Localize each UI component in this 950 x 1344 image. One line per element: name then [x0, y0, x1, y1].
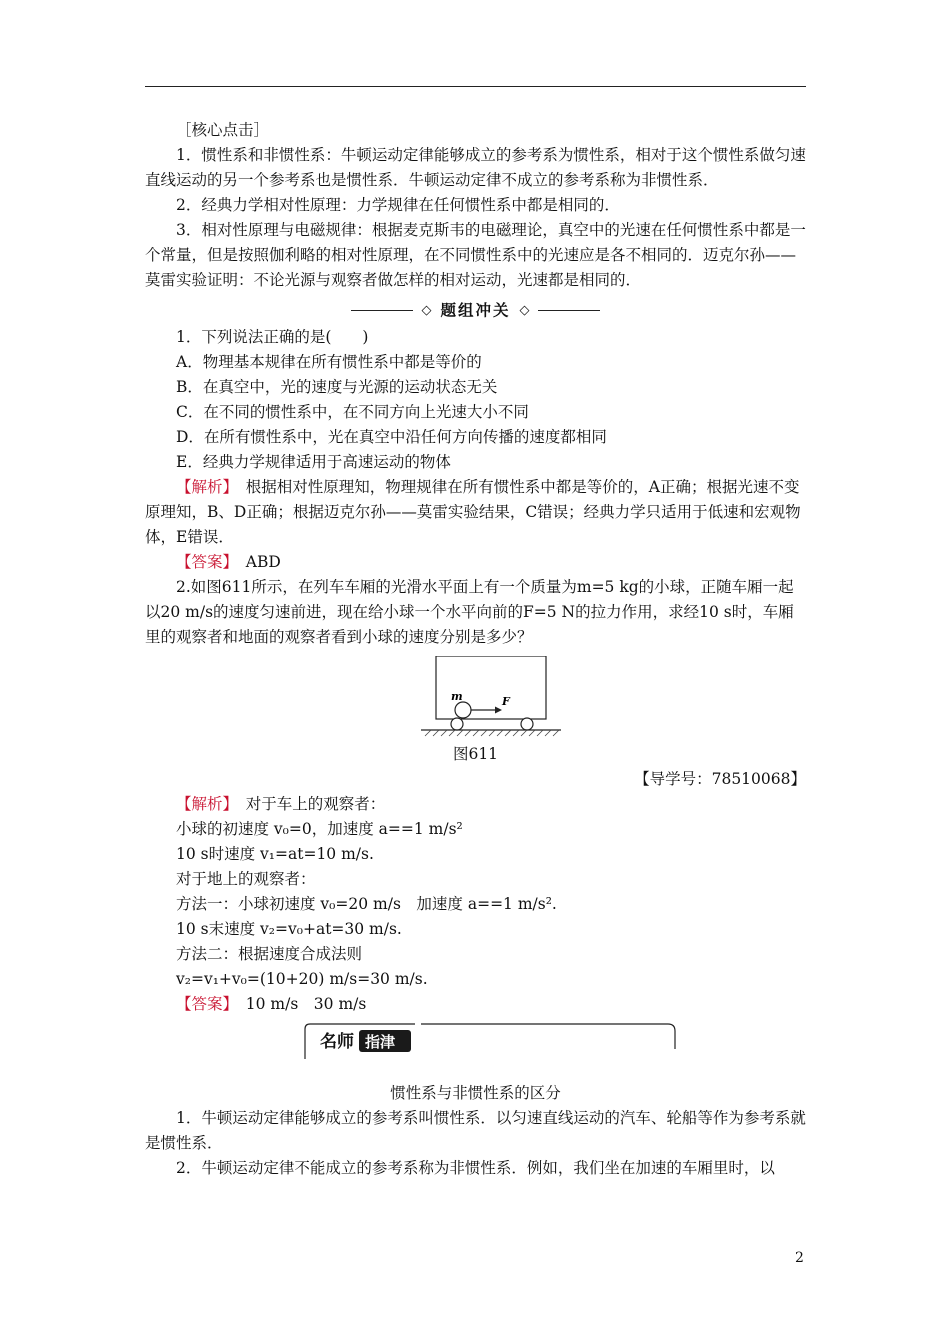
calc-line: 对于地上的观察者： — [176, 870, 316, 888]
figure-caption: 图611 — [452, 745, 499, 763]
tips-title: 惯性系与非惯性系的区分 — [390, 1084, 561, 1102]
mass-label: m — [451, 690, 463, 703]
guide-number: 【导学号：78510068】 — [634, 770, 806, 788]
calc-line: 10 s时速度 v₁=at=10 m/s. — [176, 845, 374, 863]
calc-line: 方法一：小球初速度 v₀=20 m/s 加速度 a==1 m/s². — [176, 895, 557, 913]
mingshi-banner — [145, 1021, 806, 1063]
force-arrowhead — [495, 707, 502, 714]
force-label: F — [502, 695, 510, 708]
page-content — [145, 118, 806, 1181]
question-1-option-a: A．物理基本规律在所有惯性系中都是等价的 — [176, 353, 482, 371]
core-point-2: 2．经典力学相对性原理：力学规律在任何惯性系中都是相同的． — [176, 196, 620, 214]
question-2-analysis-head — [145, 792, 806, 817]
mingshi-frame-right — [421, 1024, 675, 1049]
banner-rule-left — [351, 310, 413, 311]
answer-label: 【答案】 — [176, 553, 231, 571]
diamond-icon: ◇ — [519, 302, 530, 318]
analysis-text: 对于车上的观察者： — [230, 795, 386, 813]
question-2-stem: 2.如图611所示，在列车车厢的光滑水平面上有一个质量为m=5 kg的小球，正随车厢一起以20 m/s的速度匀速前进，现在给小球一个水平向前的F=5 N的拉力作用，求经10 s时，车厢里的观察者和地面的观察者看到小球的速度分别是多少？ — [145, 578, 794, 646]
calc-line: 方法二：根据速度合成法则 — [176, 945, 363, 963]
section-banner — [145, 297, 806, 322]
banner-title: 题组冲关 — [440, 300, 511, 320]
core-point-3: 3．相对性原理与电磁规律：根据麦克斯韦的电磁理论，真空中的光速在任何惯性系中都是一个常量，但是按照伽利略的相对性原理，在不同惯性系中的光速应是各不相同的．迈克尔孙——莫雷实验证明：不论光源与观察者做怎样的相对运动，光速都是相同的． — [145, 221, 806, 289]
diamond-icon: ◇ — [421, 302, 432, 318]
core-point-1: 1．惯性系和非惯性系：牛顿运动定律能够成立的参考系为惯性系，相对于这个惯性系做匀速直线运动的另一个参考系也是惯性系．牛顿运动定律不成立的参考系称为非惯性系． — [145, 146, 806, 189]
question-1-option-d: D．在所有惯性系中，光在真空中沿任何方向传播的速度都相同 — [176, 428, 607, 446]
wheel-right — [521, 718, 533, 730]
wheel-left — [451, 718, 463, 730]
question-1-option-b: B．在真空中，光的速度与光源的运动状态无关 — [176, 378, 498, 396]
calc-line: 10 s末速度 v₂=v₀+at=30 m/s. — [176, 920, 402, 938]
question-2-answer — [145, 992, 806, 1017]
question-1-stem: 1．下列说法正确的是( ) — [176, 328, 369, 346]
mingshi-label-1: 名师 — [320, 1032, 354, 1052]
question-1-option-c: C．在不同的惯性系中，在不同方向上光速大小不同 — [176, 403, 529, 421]
analysis-text: 根据相对性原理知，物理规律在所有惯性系中都是等价的，A正确；根据光速不变原理知，B、D正确；根据迈克尔孙——莫雷实验结果，C错误；经典力学只适用于低速和宏观物体，E错误． — [145, 478, 801, 546]
answer-text: 10 m/s 30 m/s — [230, 995, 367, 1013]
ball — [455, 702, 471, 718]
section-label: ［核心点击］ — [176, 121, 270, 139]
question-1-analysis — [145, 475, 806, 550]
mingshi-label-2: 指津 — [365, 1033, 396, 1051]
banner-rule-right — [538, 310, 600, 311]
answer-label: 【答案】 — [176, 995, 231, 1013]
analysis-label: 【解析】 — [176, 478, 231, 496]
tips-line-2: 2．牛顿运动定律不能成立的参考系称为非惯性系．例如，我们坐在加速的车厢里时，以 — [176, 1159, 775, 1177]
answer-text: ABD — [230, 553, 281, 571]
figure-train-car — [145, 656, 806, 738]
question-1-answer — [145, 550, 806, 575]
mingshi-graphic — [145, 1021, 806, 1063]
header-rule — [145, 86, 806, 87]
page-number: 2 — [795, 1250, 804, 1266]
calc-line: 小球的初速度 v₀=0，加速度 a==1 m/s² — [176, 820, 463, 838]
calc-line: v₂=v₁+v₀=(10+20) m/s=30 m/s. — [176, 970, 428, 988]
train-car-diagram — [145, 656, 806, 738]
analysis-label: 【解析】 — [176, 795, 231, 813]
ground-hatching — [425, 730, 559, 736]
tips-line-1: 1．牛顿运动定律能够成立的参考系叫惯性系．以匀速直线运动的汽车、轮船等作为参考系就是惯性系． — [145, 1109, 806, 1152]
question-1-option-e: E．经典力学规律适用于高速运动的物体 — [176, 453, 451, 471]
